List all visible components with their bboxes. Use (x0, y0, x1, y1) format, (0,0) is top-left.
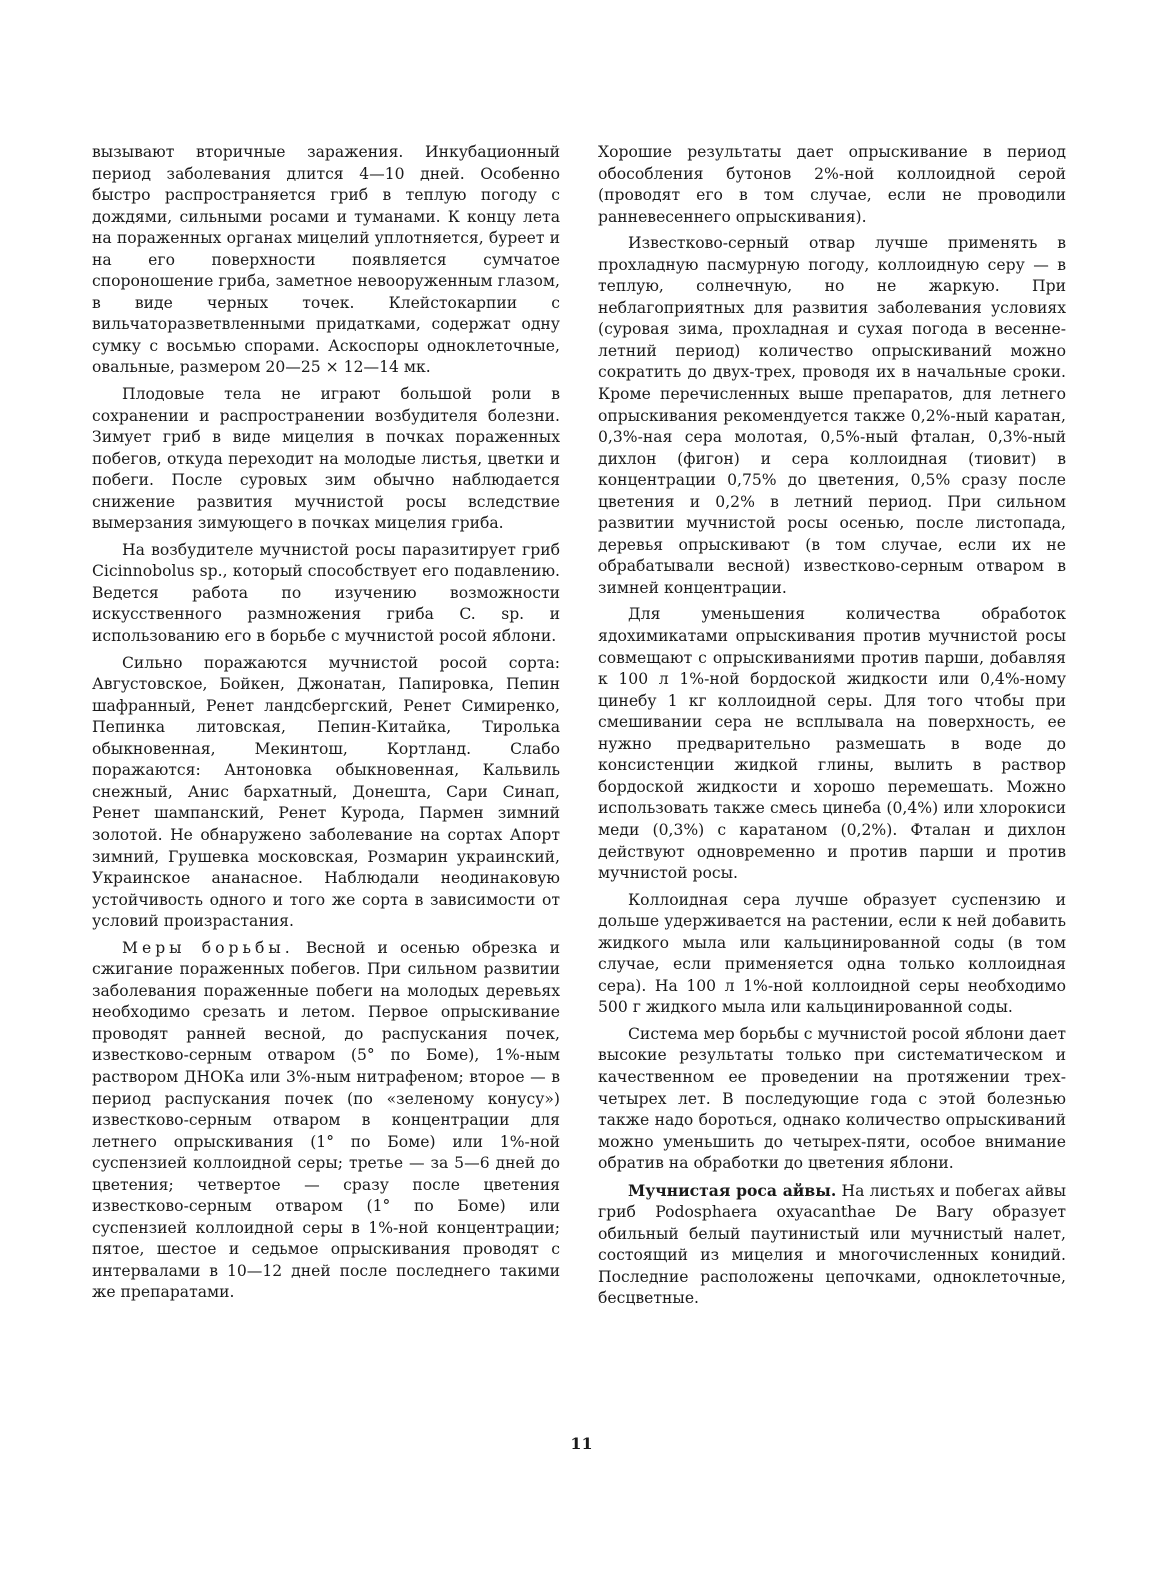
paragraph: Коллоидная сера лучше образует суспензию и дольше удерживается на растении, если к ней добавить жидкого мыла или кальцинированной соды (в том случае, если применяется одна только коллоидная сера). На 100 л 1%-ной коллоидной серы необходимо 500 г жидкого мыла или кальцинированной соды. (598, 890, 1066, 1017)
paragraph: Хорошие результаты дает опрыскивание в период обособления бутонов 2%-ной коллоидной серой (проводят его в том случае, если не проводили ранневесеннего опрыскивания). (598, 143, 1066, 226)
paragraph (598, 1180, 1066, 1310)
paragraph: Для уменьшения количества обработок ядохимикатами опрыскивания против мучнистой росы совмещают с опрыскиваниями против парши, добавляя к 100 л 1%-ной бордоской жидкости или 0,4%-ному цинебу 1 кг коллоидной серы. Для того чтобы при смешивании сера не всплывала на поверхность, ее нужно предварительно размешать в воде до консистенции жидкой глины, вылить в раствор бордоской жидкости и хорошо перемешать. Можно использовать также смесь цинеба (0,4%) или хлорокиси меди (0,3%) с каратаном (0,2%). Фталан и дихлон действуют одновременно и против парши и против мучнистой росы. (598, 605, 1066, 883)
page-number: 11 (570, 1434, 593, 1453)
paragraph-text: На листьях и побегах айвы гриб Podosphaera oxyacanthae De Bary образует обильный белый паутинистый или мучнистый налет, состоящий из мицелия и многочисленных конидий. Последние расположены цепочками, одноклеточные, бесцветные. (598, 1181, 1067, 1308)
section-heading: Мучнистая роса айвы. (628, 1180, 837, 1200)
paragraph: Плодовые тела не играют большой роли в сохранении и распространении возбудителя болезни. Зимует гриб в виде мицелия в почках пораженных побегов, откуда переходит на молодые листья, цветки и побеги. После суровых зим обычно наблюдается снижение развития мучнистой росы вследствие вымерзания зимующего в почках мицелия гриба. (92, 385, 560, 533)
paragraph (92, 938, 560, 1304)
right-column (598, 142, 1066, 1315)
paragraph: На возбудителе мучнистой росы паразитирует гриб Cicinnobolus sp., который способствует его подавлению. Ведется работа по изучению возможности искусственного размножения гриба C. sp. и использованию его в борьбе с мучнистой росой яблони. (92, 540, 560, 646)
paragraph-text: Весной и осенью обрезка и сжигание пораженных побегов. При сильном развитии заболевания пораженные побеги на молодых деревьях необходимо срезать и летом. Первое опрыскивание проводят ранней весной, до распускания почек, известково-серным отваром (5° по Боме), 1%-ным раствором ДНОКа или 3%-ным нитрафеном; второе — в период распускания почек (по «зеленому конусу») известково-серным отваром в концентрации для летнего опрыскивания (1° по Боме) или 1%-ной суспензией коллоидной серы; третье — за 5—6 дней до цветения; четвертое — сразу после цветения известково-серным отваром (1° по Боме) или суспензией коллоидной серы в 1%-ной концентрации; пятое, шестое и седьмое опрыскивания проводят с интервалами в 10—12 дней после последнего такими же препаратами. (92, 938, 560, 1302)
section-heading: Меры борьбы. (122, 938, 294, 957)
paragraph: вызывают вторичные заражения. Инкубационный период заболевания длится 4—10 дней. Особенно быстро распространяется гриб в теплую погоду с дождями, сильными росами и туманами. К концу лета на пораженных органах мицелий уплотняется, буреет и на его поверхности появляется сумчатое спороношение гриба, заметное невооруженным глазом, в виде черных точек. Клейстокарпии с вильчаторазветвленными придатками, содержат одну сумку с восьмью спорами. Аскоспоры одноклеточные, овальные, размером 20—25 × 12—14 мк. (92, 143, 560, 377)
left-column (92, 142, 560, 1309)
paragraph: Сильно поражаются мучнистой росой сорта: Августовское, Бойкен, Джонатан, Папировка, Пепин шафранный, Ренет ландсбергский, Ренет Симиренко, Пепинка литовская, Пепин-Китайка, Тиролька обыкновенная, Мекинтош, Кортланд. Слабо поражаются: Антоновка обыкновенная, Кальвиль снежный, Анис бархатный, Донешта, Сари Синап, Ренет шампанский, Ренет Курода, Пармен зимний золотой. Не обнаружено заболевание на сортах Апорт зимний, Грушевка московская, Розмарин украинский, Украинское ананасное. Наблюдали неодинаковую устойчивость одного и того же сорта в зависимости от условий произрастания. (92, 653, 560, 931)
paragraph: Система мер борьбы с мучнистой росой яблони дает высокие результаты только при систематическом и качественном ее проведении на протяжении трех-четырех лет. В последующие года с этой болезнью также надо бороться, однако количество опрыскиваний можно уменьшить до четырех-пяти, особое внимание обратив на обработки до цветения яблони. (598, 1024, 1066, 1173)
paragraph: Известково-серный отвар лучше применять в прохладную пасмурную погоду, коллоидную серу — в теплую, солнечную, но не жаркую. При неблагоприятных для развития заболевания условиях (суровая зима, прохладная и сухая погода в весенне-летний период) количество опрыскиваний можно сократить до двух-трех, проводя их в начальные сроки. Кроме перечисленных выше препаратов, для летнего опрыскивания рекомендуется также 0,2%-ный каратан, 0,3%-ная сера молотая, 0,5%-ный фталан, 0,3%-ный дихлон (фигон) и сера коллоидная (тиовит) в концентрации 0,75% до цветения, 0,5% сразу после цветения и 0,2% в летний период. При сильном развитии мучнистой росы осенью, после листопада, деревья опрыскивают (в том случае, если их не обрабатывали весной) известково-серным отваром в зимней концентрации. (598, 234, 1066, 597)
